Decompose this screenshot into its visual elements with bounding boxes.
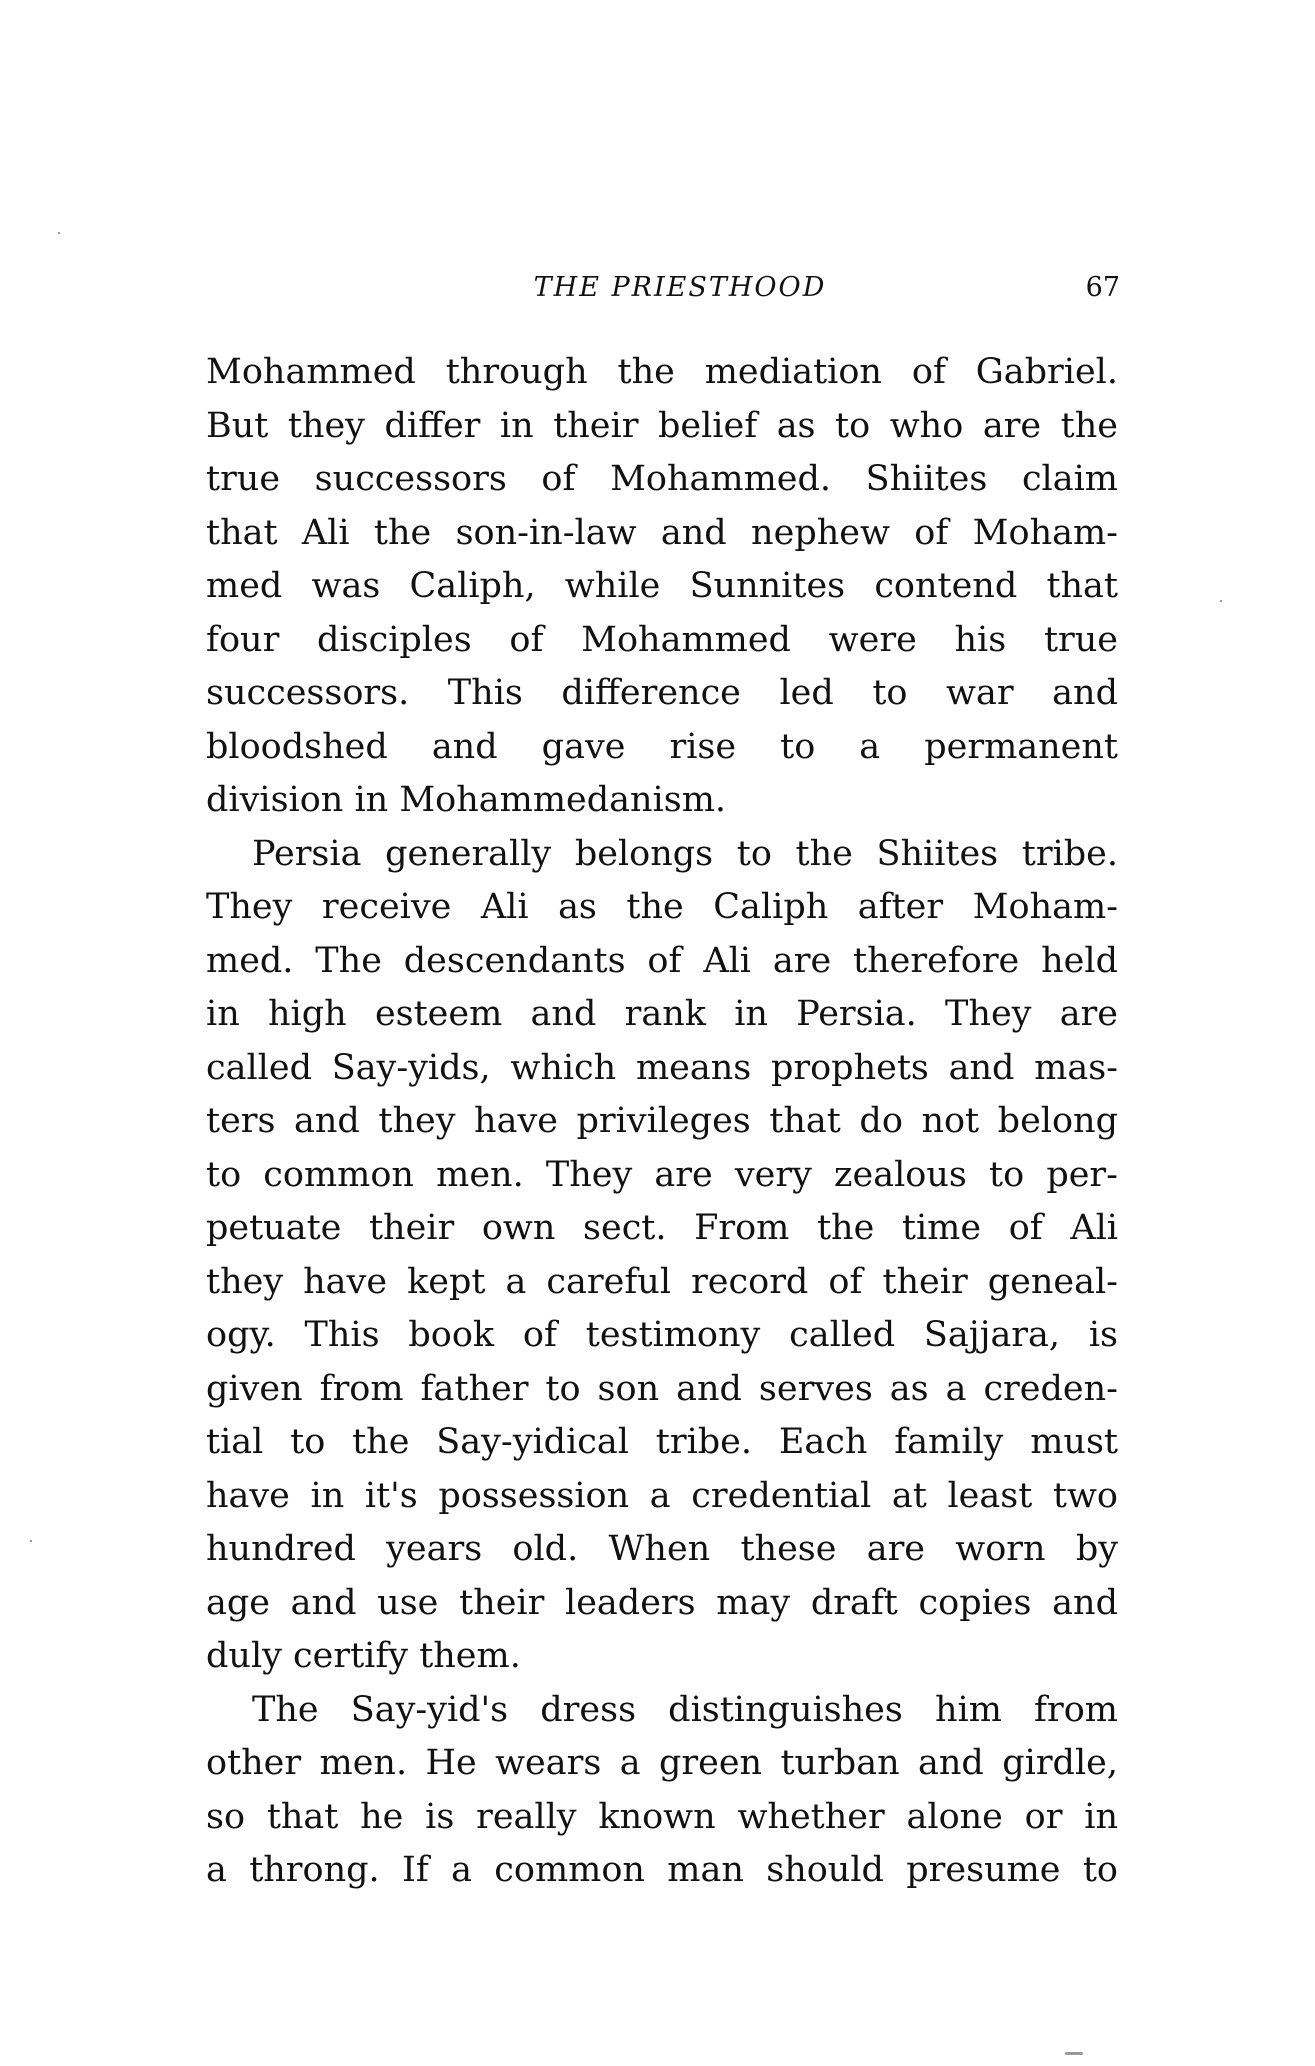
text-line: But they differ in their belief as to who are the [206,405,1118,446]
running-head [210,268,1120,308]
text-line: successors. This difference led to war and [206,673,1118,713]
scan-speck [1220,600,1222,602]
text-line: The Say-yid's dress distinguishes him from [252,1689,1118,1730]
text-line: bloodshed and gave rise to a permanent [206,726,1118,767]
text-line: division in Mohammedanism. [206,780,727,820]
text-line: given from father to son and serves as a creden- [206,1368,1118,1409]
scan-speck [1065,2052,1083,2055]
text-line: other men. He wears a green turban and girdle, [206,1743,1118,1783]
text-line: They receive Ali as the Caliph after Moham- [206,887,1118,927]
text-line: four disciples of Mohammed were his true [206,619,1118,660]
text-line: ters and they have privileges that do not belong [206,1101,1118,1141]
text-line: hundred years old. When these are worn by [206,1529,1118,1569]
scan-speck [58,232,60,234]
text-line: true successors of Mohammed. Shiites claim [206,459,1118,499]
text-line: Mohammed through the mediation of Gabriel. [206,352,1118,392]
text-line: so that he is really known whether alone or in [206,1796,1118,1837]
text-line: med was Caliph, while Sunnites contend that [206,566,1118,606]
text-line: they have kept a careful record of their geneal- [206,1261,1118,1302]
text-line: tial to the Say-yidical tribe. Each family must [206,1422,1118,1462]
text-line: called Say-yids, which means prophets and mas- [206,1047,1118,1088]
running-title: THE PRIESTHOOD [533,272,827,303]
text-line: duly certify them. [206,1636,521,1676]
text-line: in high esteem and rank in Persia. They are [206,994,1118,1034]
page-number: 67 [1085,272,1120,303]
scan-speck [30,1540,32,1542]
body-text [206,346,1118,1898]
text-line: that Ali the son-in-law and nephew of Moham- [206,512,1118,553]
text-line: petuate their own sect. From the time of Ali [206,1208,1118,1248]
text-line: age and use their leaders may draft copies and [206,1582,1118,1623]
text-line: Persia generally belongs to the Shiites tribe. [252,833,1118,874]
paragraph [206,828,1118,1684]
text-line: med. The descendants of Ali are therefore held [206,940,1118,981]
paragraph [206,1684,1118,1898]
text-line: to common men. They are very zealous to per- [206,1154,1118,1195]
text-line: have in it's possession a credential at least two [206,1475,1118,1516]
paragraph [206,346,1118,828]
text-line: ogy. This book of testimony called Sajjara, is [206,1315,1118,1355]
text-line: a throng. If a common man should presume to [206,1850,1118,1890]
